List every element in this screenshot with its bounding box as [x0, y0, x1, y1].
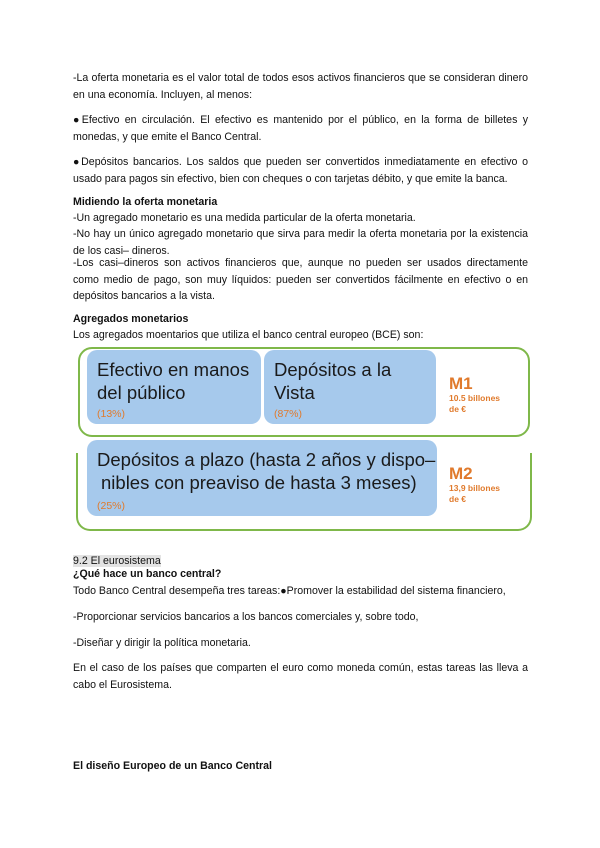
- box-depositos-plazo-line1: Depósitos a plazo (hasta 2 años y dispo–: [97, 449, 436, 470]
- box-efectivo-line2: del público: [97, 382, 186, 403]
- box-depositos-plazo-title: [97, 448, 435, 494]
- m2-label: [449, 464, 500, 504]
- heading-diseno-europeo: El diseño Europeo de un Banco Central: [73, 760, 272, 772]
- paragraph-oferta-monetaria: -La oferta monetaria es el valor total de todos esos activos financieros que se consideran dinero en una economía. Incluyen, al menos:: [73, 72, 528, 101]
- box-depositos-vista-pct: (87%): [274, 408, 303, 420]
- paragraph-no-hay-unico: -No hay un único agregado monetario que sirva para medir la oferta monetaria por la existencia de los casi– dineros.: [73, 228, 528, 257]
- m2-unit: de €: [449, 493, 467, 504]
- m1-unit: de €: [449, 403, 467, 414]
- box-depositos-vista: [264, 350, 436, 424]
- paragraph-tres-tareas: Todo Banco Central desempeña tres tareas:●Promover la estabilidad del sistema financiero,: [73, 585, 506, 597]
- box-depositos-plazo-line2: nibles con preaviso de hasta 3 meses): [101, 472, 417, 493]
- paragraph-agregados-intro: Los agregados moentarios que utiliza el banco central europeo (BCE) son:: [73, 329, 424, 341]
- m1-title: M1: [449, 374, 473, 393]
- paragraph-agregado-monetario: -Un agregado monetario es una medida particular de la oferta monetaria.: [73, 212, 416, 224]
- m2-title: M2: [449, 464, 473, 483]
- m2-amount: 13,9 billones: [449, 483, 501, 493]
- heading-que-hace: ¿Qué hace un banco central?: [73, 568, 222, 580]
- heading-agregados: Agregados monetarios: [73, 313, 189, 325]
- box-depositos-plazo-pct: (25%): [97, 500, 126, 512]
- box-efectivo-pct: (13%): [97, 408, 126, 420]
- box-efectivo-title: [97, 358, 249, 404]
- monetary-aggregates-diagram: [72, 343, 532, 523]
- paragraph-casi-dineros: -Los casi–dineros son activos financieros que, aunque no pueden ser usados directamente como medio de pago, son muy líquidos: pueden ser convertidos fácilmente en efectivo o en depósitos bancarios a la vista.: [73, 257, 528, 302]
- paragraph-eurosistema: En el caso de los países que comparten el euro como moneda común, estas tareas las lleva a cabo el Eurosistema.: [73, 662, 528, 691]
- m1-amount: 10.5 billones: [449, 393, 501, 403]
- box-depositos-vista-line2: Vista: [274, 382, 315, 403]
- paragraph-servicios-bancarios: -Proporcionar servicios bancarios a los bancos comerciales y, sobre todo,: [73, 611, 419, 623]
- heading-midiendo: Midiendo la oferta monetaria: [73, 196, 218, 208]
- box-efectivo: [87, 350, 261, 424]
- eurosistema-label-text: 9.2 El eurosistema: [73, 555, 161, 567]
- paragraph-depositos: ●Depósitos bancarios. Los saldos que pueden ser convertidos inmediatamente en efectivo o usado para pagos sin efectivo, bien con cheques o con tarjetas débito, y que emite la banca.: [73, 156, 528, 185]
- box-depositos-plazo: [87, 440, 437, 516]
- box-depositos-vista-title: [274, 358, 391, 404]
- box-efectivo-line1: Efectivo en manos: [97, 359, 250, 380]
- paragraph-efectivo: ●Efectivo en circulación. El efectivo es mantenido por el público, en la forma de billetes y monedas, y que emite el Banco Central.: [73, 114, 528, 143]
- paragraph-politica-monetaria: -Diseñar y dirigir la política monetaria.: [73, 637, 251, 649]
- m1-label: [449, 374, 500, 414]
- box-depositos-vista-line1: Depósitos a la: [274, 359, 392, 380]
